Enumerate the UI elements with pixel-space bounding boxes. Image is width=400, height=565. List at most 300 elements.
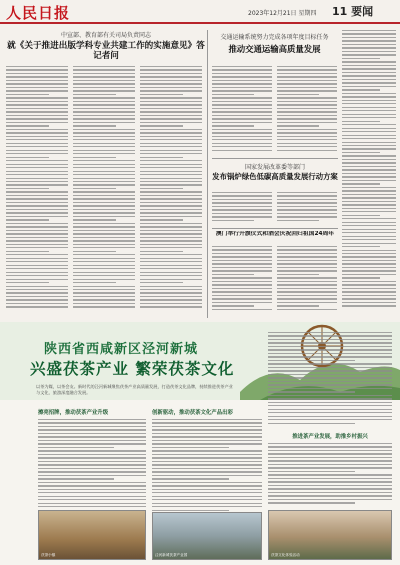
text-line bbox=[73, 265, 135, 266]
text-line bbox=[212, 143, 272, 144]
feature-title-location: 陕西省西咸新区泾河新城 bbox=[44, 342, 199, 357]
text-line bbox=[277, 118, 337, 119]
text-line bbox=[342, 93, 396, 94]
text-line bbox=[73, 167, 135, 168]
text-line bbox=[342, 110, 396, 111]
text-line bbox=[342, 124, 396, 125]
text-line bbox=[277, 295, 337, 296]
text-line bbox=[277, 281, 337, 282]
text-line bbox=[140, 251, 183, 252]
text-line bbox=[268, 409, 392, 410]
text-line bbox=[277, 213, 337, 214]
text-line bbox=[342, 131, 396, 132]
text-line bbox=[342, 145, 396, 146]
text-line bbox=[277, 125, 319, 126]
text-line bbox=[6, 212, 68, 213]
text-line bbox=[73, 69, 135, 70]
text-line bbox=[38, 419, 146, 420]
text-line bbox=[73, 303, 135, 304]
feature-photo-1 bbox=[38, 510, 146, 560]
text-line bbox=[73, 282, 116, 283]
text-line bbox=[342, 222, 396, 223]
text-line bbox=[212, 136, 272, 137]
text-line bbox=[6, 181, 68, 182]
text-line bbox=[140, 303, 202, 304]
text-line bbox=[73, 90, 135, 91]
text-line bbox=[212, 270, 272, 271]
text-line bbox=[6, 125, 49, 126]
text-line bbox=[212, 118, 272, 119]
text-line bbox=[212, 202, 272, 203]
text-line bbox=[6, 136, 68, 137]
text-line bbox=[342, 260, 396, 261]
text-line bbox=[38, 447, 114, 448]
text-line bbox=[342, 187, 396, 188]
text-line bbox=[73, 73, 135, 74]
text-line bbox=[73, 223, 135, 224]
text-line bbox=[140, 184, 202, 185]
text-line bbox=[140, 289, 202, 290]
text-line bbox=[73, 212, 135, 213]
text-line bbox=[342, 218, 396, 219]
text-line bbox=[342, 40, 396, 41]
text-line bbox=[277, 66, 337, 67]
text-line bbox=[342, 135, 396, 136]
text-line bbox=[212, 277, 272, 278]
text-line bbox=[73, 101, 135, 102]
text-line bbox=[342, 211, 396, 212]
text-line bbox=[152, 492, 262, 493]
text-line bbox=[73, 76, 135, 77]
story-3-header bbox=[212, 162, 338, 190]
text-line bbox=[73, 296, 135, 297]
text-line bbox=[73, 115, 135, 116]
text-line bbox=[73, 122, 135, 123]
text-line bbox=[277, 260, 337, 261]
feature-section-2-title: 创新驱动，推动茯茶文化产品出彩 bbox=[152, 410, 233, 416]
story-1-headline: 就《关于推进出版学科专业共建工作的实施意见》答记者问 bbox=[7, 41, 205, 61]
masthead bbox=[0, 0, 400, 24]
text-line bbox=[6, 143, 68, 144]
text-line bbox=[38, 443, 146, 444]
text-line bbox=[140, 97, 202, 98]
text-line bbox=[6, 97, 68, 98]
text-line bbox=[342, 267, 396, 268]
story-1-col-3 bbox=[140, 66, 202, 316]
text-line bbox=[140, 299, 202, 300]
text-line bbox=[73, 198, 135, 199]
text-line bbox=[6, 111, 68, 112]
text-line bbox=[342, 117, 396, 118]
text-line bbox=[277, 111, 337, 112]
text-line bbox=[140, 233, 202, 234]
text-line bbox=[140, 223, 202, 224]
text-line bbox=[277, 199, 337, 200]
text-line bbox=[342, 256, 396, 257]
text-line bbox=[73, 104, 135, 105]
text-line bbox=[277, 284, 337, 285]
text-line bbox=[268, 367, 392, 368]
text-line bbox=[342, 100, 396, 101]
text-line bbox=[73, 195, 135, 196]
text-line bbox=[268, 502, 355, 503]
text-line bbox=[212, 220, 254, 221]
newspaper-logo: 人民日报 bbox=[6, 4, 71, 22]
text-line bbox=[38, 436, 146, 437]
text-line bbox=[212, 213, 272, 214]
text-line bbox=[6, 268, 68, 269]
text-line bbox=[277, 73, 337, 74]
text-line bbox=[140, 80, 202, 81]
text-line bbox=[268, 391, 355, 392]
text-line bbox=[73, 233, 135, 234]
text-line bbox=[140, 160, 202, 161]
text-line bbox=[6, 202, 68, 203]
text-line bbox=[140, 108, 202, 109]
feature-section-1-title: 擦亮招牌，推动茯茶产业升级 bbox=[38, 410, 109, 416]
story-divider bbox=[212, 158, 338, 159]
text-line bbox=[268, 398, 392, 399]
story-2-header bbox=[212, 32, 337, 64]
text-line bbox=[277, 302, 337, 303]
text-line bbox=[277, 139, 337, 140]
text-line bbox=[73, 237, 135, 238]
text-line bbox=[38, 440, 146, 441]
text-line bbox=[6, 83, 68, 84]
text-line bbox=[152, 478, 229, 479]
text-line bbox=[342, 215, 380, 216]
text-line bbox=[277, 195, 337, 196]
text-line bbox=[277, 220, 319, 221]
text-line bbox=[277, 256, 337, 257]
text-line bbox=[268, 356, 392, 357]
text-line bbox=[212, 263, 272, 264]
text-line bbox=[6, 115, 68, 116]
text-line bbox=[6, 237, 68, 238]
text-line bbox=[73, 118, 135, 119]
text-line bbox=[6, 76, 68, 77]
text-line bbox=[73, 83, 135, 84]
text-line bbox=[268, 332, 392, 333]
story-2-kicker: 交通运输系统努力完成各项年度目标任务 bbox=[220, 34, 329, 41]
story-4-header bbox=[212, 231, 338, 243]
text-line bbox=[140, 73, 202, 74]
text-line bbox=[6, 282, 49, 283]
text-line bbox=[342, 148, 396, 149]
text-line bbox=[268, 360, 355, 361]
text-line bbox=[277, 136, 337, 137]
page-label: 11 要闻 bbox=[332, 5, 374, 18]
text-line bbox=[152, 450, 262, 451]
text-line bbox=[6, 101, 68, 102]
text-line bbox=[6, 195, 68, 196]
text-line bbox=[140, 240, 202, 241]
text-line bbox=[277, 90, 337, 91]
text-line bbox=[342, 58, 380, 59]
text-line bbox=[277, 129, 337, 130]
text-line bbox=[212, 309, 272, 310]
text-line bbox=[6, 296, 68, 297]
text-line bbox=[212, 115, 272, 116]
text-line bbox=[6, 292, 68, 293]
text-line bbox=[6, 198, 68, 199]
text-line bbox=[6, 167, 68, 168]
text-line bbox=[73, 97, 135, 98]
text-line bbox=[140, 219, 183, 220]
text-line bbox=[268, 342, 392, 343]
feature-col-3 bbox=[268, 332, 392, 428]
text-line bbox=[38, 478, 114, 479]
text-line bbox=[342, 277, 380, 278]
text-line bbox=[277, 288, 337, 289]
text-line bbox=[342, 89, 380, 90]
text-line bbox=[73, 160, 135, 161]
text-line bbox=[140, 164, 202, 165]
text-line bbox=[73, 178, 135, 179]
story-3-body-a bbox=[212, 192, 272, 226]
text-line bbox=[140, 279, 202, 280]
text-line bbox=[38, 461, 146, 462]
text-line bbox=[140, 104, 202, 105]
text-line bbox=[212, 73, 272, 74]
text-line bbox=[342, 204, 396, 205]
text-line bbox=[277, 146, 337, 147]
text-line bbox=[140, 202, 202, 203]
text-line bbox=[140, 216, 202, 217]
text-line bbox=[6, 251, 49, 252]
text-line bbox=[277, 97, 337, 98]
text-line bbox=[73, 251, 116, 252]
text-line bbox=[140, 306, 202, 307]
text-line bbox=[152, 429, 262, 430]
text-line bbox=[38, 433, 146, 434]
text-line bbox=[38, 454, 146, 455]
text-line bbox=[277, 122, 337, 123]
text-line bbox=[342, 239, 396, 240]
text-line bbox=[140, 272, 202, 273]
text-line bbox=[212, 267, 272, 268]
text-line bbox=[38, 471, 146, 472]
text-line bbox=[6, 108, 68, 109]
text-line bbox=[212, 97, 272, 98]
text-line bbox=[268, 419, 392, 420]
text-line bbox=[152, 436, 262, 437]
text-line bbox=[38, 426, 146, 427]
text-line bbox=[140, 258, 202, 259]
text-line bbox=[140, 146, 202, 147]
text-line bbox=[6, 171, 68, 172]
text-line bbox=[342, 295, 396, 296]
story-1-header bbox=[6, 30, 206, 64]
text-line bbox=[277, 291, 337, 292]
text-line bbox=[152, 503, 262, 504]
text-line bbox=[342, 173, 396, 174]
text-line bbox=[6, 150, 68, 151]
text-line bbox=[140, 265, 202, 266]
text-line bbox=[6, 223, 68, 224]
text-line bbox=[212, 195, 272, 196]
text-line bbox=[73, 240, 135, 241]
text-line bbox=[73, 171, 135, 172]
text-line bbox=[268, 471, 355, 472]
text-line bbox=[277, 104, 337, 105]
text-line bbox=[73, 292, 135, 293]
text-line bbox=[73, 219, 116, 220]
text-line bbox=[73, 216, 135, 217]
text-line bbox=[152, 440, 262, 441]
text-line bbox=[73, 132, 135, 133]
text-line bbox=[152, 496, 262, 497]
text-line bbox=[342, 30, 396, 31]
text-line bbox=[140, 282, 183, 283]
text-line bbox=[6, 219, 49, 220]
text-line bbox=[152, 457, 262, 458]
text-line bbox=[73, 125, 116, 126]
text-line bbox=[73, 289, 135, 290]
text-line bbox=[73, 129, 135, 130]
text-line bbox=[38, 489, 146, 490]
text-line bbox=[73, 146, 135, 147]
text-line bbox=[212, 122, 272, 123]
text-line bbox=[73, 181, 135, 182]
text-line bbox=[342, 72, 396, 73]
text-line bbox=[277, 267, 337, 268]
text-line bbox=[6, 122, 68, 123]
text-line bbox=[268, 478, 392, 479]
text-line bbox=[277, 246, 337, 247]
text-line bbox=[6, 209, 68, 210]
text-line bbox=[268, 349, 392, 350]
text-line bbox=[73, 139, 135, 140]
text-line bbox=[152, 485, 262, 486]
text-line bbox=[212, 305, 254, 306]
text-line bbox=[342, 305, 396, 306]
text-line bbox=[342, 180, 396, 181]
story-2-headline: 推动交通运输高质量发展 bbox=[228, 44, 321, 54]
text-line bbox=[140, 198, 202, 199]
text-line bbox=[277, 206, 337, 207]
text-line bbox=[342, 44, 396, 45]
text-line bbox=[152, 475, 262, 476]
text-line bbox=[342, 263, 396, 264]
text-line bbox=[140, 174, 202, 175]
text-line bbox=[212, 246, 272, 247]
text-line bbox=[6, 286, 68, 287]
text-line bbox=[6, 303, 68, 304]
column-divider bbox=[207, 30, 208, 318]
text-line bbox=[268, 412, 392, 413]
text-line bbox=[342, 107, 396, 108]
text-line bbox=[6, 188, 49, 189]
text-line bbox=[140, 129, 202, 130]
text-line bbox=[152, 489, 262, 490]
text-line bbox=[73, 209, 135, 210]
text-line bbox=[152, 454, 262, 455]
text-line bbox=[268, 353, 392, 354]
text-line bbox=[140, 87, 202, 88]
text-line bbox=[73, 299, 135, 300]
text-line bbox=[140, 101, 202, 102]
text-line bbox=[73, 150, 135, 151]
text-line bbox=[6, 279, 68, 280]
text-line bbox=[152, 499, 262, 500]
text-line bbox=[342, 33, 396, 34]
text-line bbox=[6, 289, 68, 290]
text-line bbox=[212, 111, 272, 112]
text-line bbox=[140, 76, 202, 77]
text-line bbox=[212, 83, 272, 84]
text-line bbox=[38, 457, 146, 458]
text-line bbox=[152, 510, 229, 511]
text-line bbox=[342, 138, 396, 139]
text-line bbox=[268, 381, 392, 382]
text-line bbox=[342, 291, 396, 292]
text-line bbox=[38, 492, 146, 493]
text-line bbox=[342, 47, 396, 48]
text-line bbox=[140, 247, 202, 248]
story-2-body-b bbox=[277, 66, 337, 154]
text-line bbox=[212, 125, 254, 126]
text-line bbox=[212, 249, 272, 250]
text-line bbox=[6, 184, 68, 185]
text-line bbox=[73, 94, 116, 95]
text-line bbox=[73, 272, 135, 273]
text-line bbox=[268, 402, 392, 403]
text-line bbox=[268, 457, 392, 458]
text-line bbox=[342, 183, 380, 184]
text-line bbox=[73, 306, 135, 307]
text-line bbox=[268, 474, 392, 475]
text-line bbox=[73, 153, 135, 154]
text-line bbox=[342, 246, 380, 247]
text-line bbox=[73, 157, 116, 158]
text-line bbox=[73, 275, 135, 276]
text-line bbox=[140, 118, 202, 119]
text-line bbox=[277, 249, 337, 250]
text-line bbox=[140, 244, 202, 245]
text-line bbox=[73, 202, 135, 203]
text-line bbox=[140, 125, 183, 126]
text-line bbox=[140, 191, 202, 192]
text-line bbox=[342, 114, 396, 115]
text-line bbox=[342, 201, 396, 202]
text-line bbox=[212, 129, 272, 130]
text-line bbox=[212, 209, 272, 210]
text-line bbox=[342, 79, 396, 80]
story-1-col-2 bbox=[73, 66, 135, 316]
text-line bbox=[140, 157, 183, 158]
text-line bbox=[6, 299, 68, 300]
text-line bbox=[212, 76, 272, 77]
text-line bbox=[6, 129, 68, 130]
text-line bbox=[6, 139, 68, 140]
text-line bbox=[342, 51, 396, 52]
text-line bbox=[342, 232, 396, 233]
text-line bbox=[268, 416, 392, 417]
text-line bbox=[342, 121, 380, 122]
text-line bbox=[268, 405, 392, 406]
text-line bbox=[73, 87, 135, 88]
text-line bbox=[140, 286, 202, 287]
text-line bbox=[73, 111, 135, 112]
text-line bbox=[73, 191, 135, 192]
story-3-kicker: 国家发展改革委等部门 bbox=[244, 164, 305, 171]
text-line bbox=[342, 281, 396, 282]
text-line bbox=[277, 309, 337, 310]
text-line bbox=[6, 94, 49, 95]
text-line bbox=[342, 253, 396, 254]
text-line bbox=[277, 132, 337, 133]
